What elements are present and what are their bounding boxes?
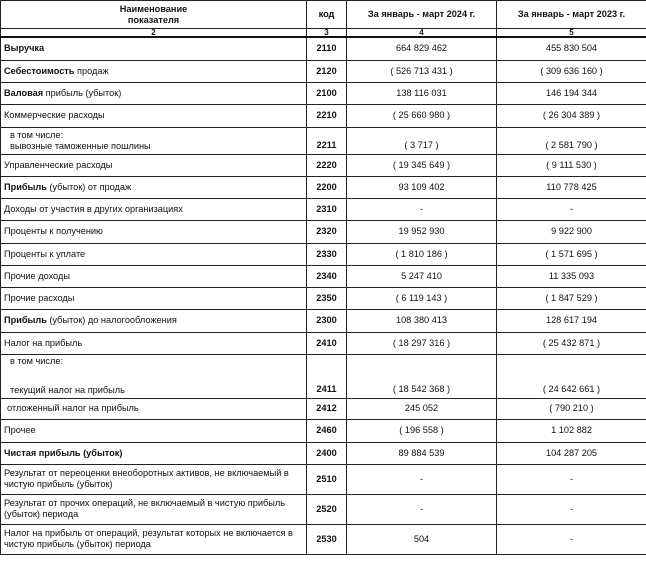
table-row bbox=[1, 37, 646, 60]
value-2023: ( 1 847 529 ) bbox=[497, 287, 646, 309]
value-2024: ( 196 558 ) bbox=[347, 419, 497, 442]
value-2024: ( 3 717 ) bbox=[347, 127, 497, 154]
row-code: 2530 bbox=[307, 524, 347, 554]
row-label bbox=[1, 287, 307, 309]
table-row bbox=[1, 265, 646, 287]
row-label bbox=[1, 398, 307, 419]
table-row bbox=[1, 82, 646, 104]
value-2024: 664 829 462 bbox=[347, 37, 497, 60]
row-label-text: Проценты к получению bbox=[4, 226, 103, 236]
value-2023: ( 26 304 389 ) bbox=[497, 104, 646, 127]
column-number: 2 bbox=[1, 29, 307, 38]
value-2023: 128 617 194 bbox=[497, 309, 646, 332]
row-code: 2460 bbox=[307, 419, 347, 442]
row-label bbox=[1, 354, 307, 398]
value-2024: 108 380 413 bbox=[347, 309, 497, 332]
table-row bbox=[1, 524, 646, 554]
value-2023: - bbox=[497, 198, 646, 220]
row-code: 2510 bbox=[307, 464, 347, 494]
value-2023: ( 1 571 695 ) bbox=[497, 243, 646, 265]
row-label-text: отложенный налог на прибыль bbox=[7, 403, 139, 413]
table-body bbox=[1, 37, 646, 554]
row-label-text: (убыток) от продаж bbox=[46, 181, 132, 192]
row-label-text: Результат от переоценки внеоборотных активов, не включаемый в чистую прибыль (убыток) bbox=[4, 468, 289, 489]
value-2023: ( 790 210 ) bbox=[497, 398, 646, 419]
row-label-text: продаж bbox=[74, 65, 109, 76]
row-label-text: Налог на прибыль от операций, результат которых не включается в чистую прибыль (убыток) периода bbox=[4, 528, 293, 549]
value-2024: ( 526 713 431 ) bbox=[347, 60, 497, 82]
table-row bbox=[1, 398, 646, 419]
row-sublabel: в том числе: bbox=[10, 355, 64, 366]
table-row bbox=[1, 198, 646, 220]
table-row bbox=[1, 419, 646, 442]
row-label-text: Управленческие расходы bbox=[4, 159, 113, 170]
value-2024: 19 952 930 bbox=[347, 220, 497, 243]
table-row bbox=[1, 354, 646, 398]
value-2023: ( 9 111 530 ) bbox=[497, 154, 646, 176]
table-row bbox=[1, 60, 646, 82]
row-label-text: Прочие расходы bbox=[4, 292, 75, 303]
row-code: 2412 bbox=[307, 398, 347, 419]
value-2024: 89 884 539 bbox=[347, 442, 497, 464]
row-label bbox=[1, 104, 307, 127]
row-label bbox=[1, 127, 307, 154]
row-label-text: (убыток) до налогообложения bbox=[46, 315, 177, 325]
value-2024: 93 109 402 bbox=[347, 176, 497, 198]
row-label bbox=[1, 419, 307, 442]
row-sublabel: в том числе: bbox=[10, 129, 64, 140]
table-row bbox=[1, 243, 646, 265]
row-label bbox=[1, 524, 307, 554]
row-code: 2200 bbox=[307, 176, 347, 198]
value-2023: - bbox=[497, 524, 646, 554]
value-2023: 110 778 425 bbox=[497, 176, 646, 198]
row-code: 2411 bbox=[307, 354, 347, 398]
table-row bbox=[1, 154, 646, 176]
row-label-text: вывозные таможенные пошлины bbox=[10, 140, 151, 151]
table-row bbox=[1, 127, 646, 154]
column-number: 4 bbox=[347, 29, 497, 38]
table-row bbox=[1, 464, 646, 494]
row-label bbox=[1, 37, 307, 60]
row-code: 2120 bbox=[307, 60, 347, 82]
row-label-text: Проценты к уплате bbox=[4, 248, 86, 259]
row-label bbox=[1, 464, 307, 494]
value-2024: ( 19 345 649 ) bbox=[347, 154, 497, 176]
table-row bbox=[1, 176, 646, 198]
row-label bbox=[1, 265, 307, 287]
table-row bbox=[1, 287, 646, 309]
value-2023: ( 309 636 160 ) bbox=[497, 60, 646, 82]
value-2024: ( 18 542 368 ) bbox=[347, 354, 497, 398]
value-2024: ( 25 660 980 ) bbox=[347, 104, 497, 127]
value-2023: 1 102 882 bbox=[497, 419, 646, 442]
row-label-text: Коммерческие расходы bbox=[4, 110, 105, 120]
value-2024: ( 1 810 186 ) bbox=[347, 243, 497, 265]
column-number: 5 bbox=[497, 29, 646, 38]
row-label-text: Доходы от участия в других организациях bbox=[4, 203, 183, 214]
row-code: 2210 bbox=[307, 104, 347, 127]
value-2024: 138 116 031 bbox=[347, 82, 497, 104]
header-period-2024: За январь - март 2024 г. bbox=[347, 1, 497, 29]
value-2023: - bbox=[497, 464, 646, 494]
value-2023: ( 24 642 661 ) bbox=[497, 354, 646, 398]
row-code: 2100 bbox=[307, 82, 347, 104]
row-label bbox=[1, 243, 307, 265]
row-label-text: текущий налог на прибыль bbox=[10, 384, 125, 395]
value-2023: 104 287 205 bbox=[497, 442, 646, 464]
table-row bbox=[1, 309, 646, 332]
value-2023: 11 335 093 bbox=[497, 265, 646, 287]
row-label-text: Налог на прибыль bbox=[4, 337, 83, 348]
row-label-text: Прочие доходы bbox=[4, 270, 70, 281]
value-2024: 245 052 bbox=[347, 398, 497, 419]
table-row bbox=[1, 104, 646, 127]
row-code: 2320 bbox=[307, 220, 347, 243]
value-2023: 9 922 900 bbox=[497, 220, 646, 243]
row-label bbox=[1, 82, 307, 104]
header-code: код bbox=[307, 1, 347, 29]
value-2024: - bbox=[347, 494, 497, 524]
column-number: 3 bbox=[307, 29, 347, 38]
row-code: 2400 bbox=[307, 442, 347, 464]
row-label bbox=[1, 176, 307, 198]
row-label-bold: Выручка bbox=[4, 43, 45, 54]
row-code: 2300 bbox=[307, 309, 347, 332]
row-code: 2110 bbox=[307, 37, 347, 60]
row-code: 2350 bbox=[307, 287, 347, 309]
value-2023: 455 830 504 bbox=[497, 37, 646, 60]
row-label bbox=[1, 154, 307, 176]
row-label bbox=[1, 309, 307, 332]
value-2024: ( 18 297 316 ) bbox=[347, 332, 497, 354]
value-2024: ( 6 119 143 ) bbox=[347, 287, 497, 309]
row-code: 2410 bbox=[307, 332, 347, 354]
row-label-text: Прочее bbox=[4, 425, 36, 435]
header-name: Наименование показателя bbox=[1, 1, 307, 29]
header-period-2023: За январь - март 2023 г. bbox=[497, 1, 646, 29]
row-label-bold: Чистая прибыль (убыток) bbox=[4, 447, 123, 458]
value-2024: - bbox=[347, 198, 497, 220]
row-code: 2330 bbox=[307, 243, 347, 265]
value-2023: - bbox=[497, 494, 646, 524]
row-label-bold: Прибыль bbox=[4, 181, 47, 192]
row-label bbox=[1, 198, 307, 220]
value-2024: 504 bbox=[347, 524, 497, 554]
header-row bbox=[1, 1, 646, 29]
value-2023: ( 2 581 790 ) bbox=[497, 127, 646, 154]
row-label bbox=[1, 332, 307, 354]
row-code: 2340 bbox=[307, 265, 347, 287]
row-code: 2310 bbox=[307, 198, 347, 220]
row-label bbox=[1, 60, 307, 82]
value-2024: 5 247 410 bbox=[347, 265, 497, 287]
row-code: 2211 bbox=[307, 127, 347, 154]
row-label bbox=[1, 442, 307, 464]
row-label bbox=[1, 494, 307, 524]
row-label-bold: Себестоимость bbox=[4, 65, 75, 76]
row-code: 2220 bbox=[307, 154, 347, 176]
value-2023: 146 194 344 bbox=[497, 82, 646, 104]
row-label-text: прибыль (убыток) bbox=[43, 87, 122, 98]
table-row bbox=[1, 332, 646, 354]
table-row bbox=[1, 442, 646, 464]
row-label-bold: Валовая bbox=[4, 87, 44, 98]
row-code: 2520 bbox=[307, 494, 347, 524]
column-number-row bbox=[1, 29, 646, 38]
row-label bbox=[1, 220, 307, 243]
value-2023: ( 25 432 871 ) bbox=[497, 332, 646, 354]
row-label-bold: Прибыль bbox=[4, 315, 47, 325]
table-row bbox=[1, 220, 646, 243]
table-row bbox=[1, 494, 646, 524]
value-2024: - bbox=[347, 464, 497, 494]
row-label-text: Результат от прочих операций, не включаемый в чистую прибыль (убыток) периода bbox=[4, 498, 286, 519]
